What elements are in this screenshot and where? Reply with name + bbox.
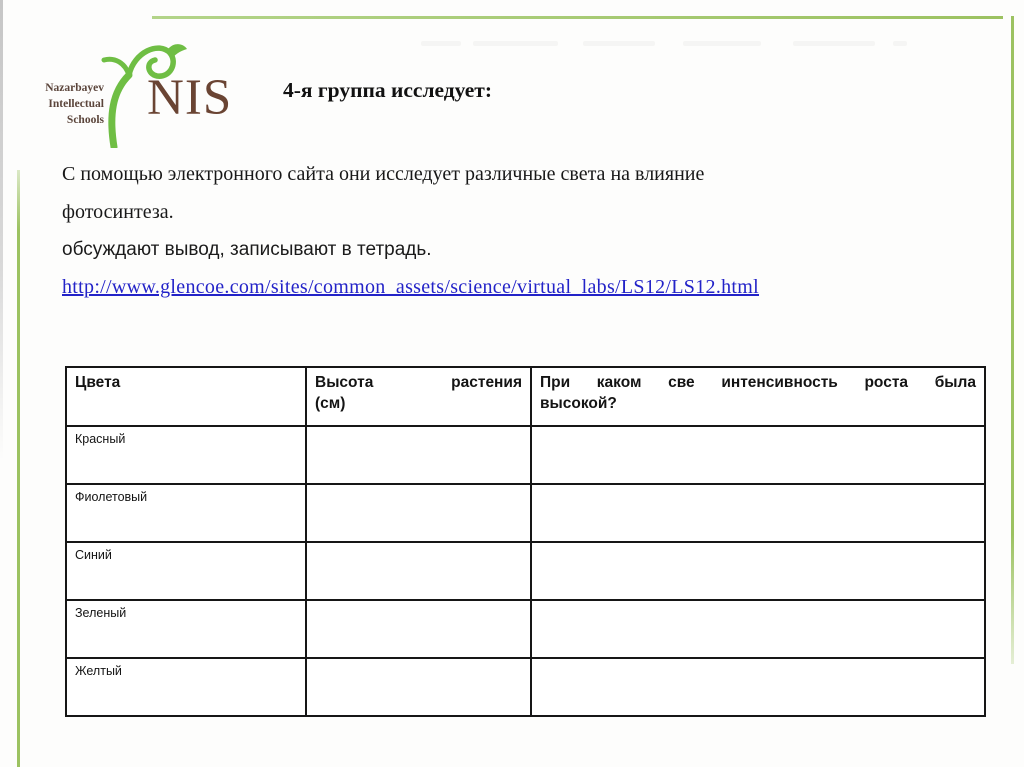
- table-header-row: [66, 367, 985, 426]
- logo-org-line: Intellectual: [48, 98, 104, 110]
- ghost-artifact: [473, 41, 558, 46]
- ghost-artifact: [583, 41, 655, 46]
- ghost-artifact: [683, 41, 761, 46]
- ghost-artifact: [793, 41, 875, 46]
- height-value-cell: [306, 542, 531, 600]
- intensity-value-cell: [531, 658, 985, 716]
- height-value-cell: [306, 484, 531, 542]
- height-value-cell: [306, 426, 531, 484]
- intensity-value-cell: [531, 542, 985, 600]
- header-intensity-question: При каком све интенсивность роста была высокой?: [531, 367, 985, 426]
- table-row: [66, 426, 985, 484]
- color-label-cell: Фиолетовый: [66, 484, 306, 542]
- left-accent-line: [17, 170, 20, 767]
- header-plant-height: Высота растения (см): [306, 367, 531, 426]
- header-colors: Цвета: [66, 367, 306, 426]
- ghost-artifact: [421, 41, 461, 46]
- body-line-3: обсуждают вывод, записывают в тетрадь.: [62, 239, 432, 260]
- slide-title: 4-я группа исследует:: [283, 78, 493, 102]
- logo-org-line: Nazarbayev: [45, 82, 104, 94]
- logo-org-line: Schools: [66, 114, 104, 126]
- ghost-artifact: [893, 41, 907, 46]
- right-accent-line: [1011, 16, 1014, 664]
- color-label-cell: Желтый: [66, 658, 306, 716]
- body-line-2: фотосинтеза.: [62, 200, 174, 223]
- color-label-cell: Синий: [66, 542, 306, 600]
- color-label-cell: Зеленый: [66, 600, 306, 658]
- page-left-edge: [0, 0, 3, 767]
- intensity-value-cell: [531, 484, 985, 542]
- table-row: [66, 658, 985, 716]
- height-value-cell: [306, 600, 531, 658]
- color-label-cell: Красный: [66, 426, 306, 484]
- logo-acronym: NIS: [147, 70, 233, 126]
- results-table: [65, 366, 986, 717]
- table-row: [66, 542, 985, 600]
- body-line-1: С помощью электронного сайта они исследует различные света на влияние: [62, 163, 705, 185]
- body-text: [62, 156, 962, 307]
- table-row: [66, 484, 985, 542]
- table-row: [66, 600, 985, 658]
- glencoe-virtual-lab-link[interactable]: http://www.glencoe.com/sites/common_assets/science/virtual_labs/LS12/LS12.html: [62, 275, 760, 298]
- height-value-cell: [306, 658, 531, 716]
- top-accent-line: [152, 16, 1003, 19]
- intensity-value-cell: [531, 600, 985, 658]
- intensity-value-cell: [531, 426, 985, 484]
